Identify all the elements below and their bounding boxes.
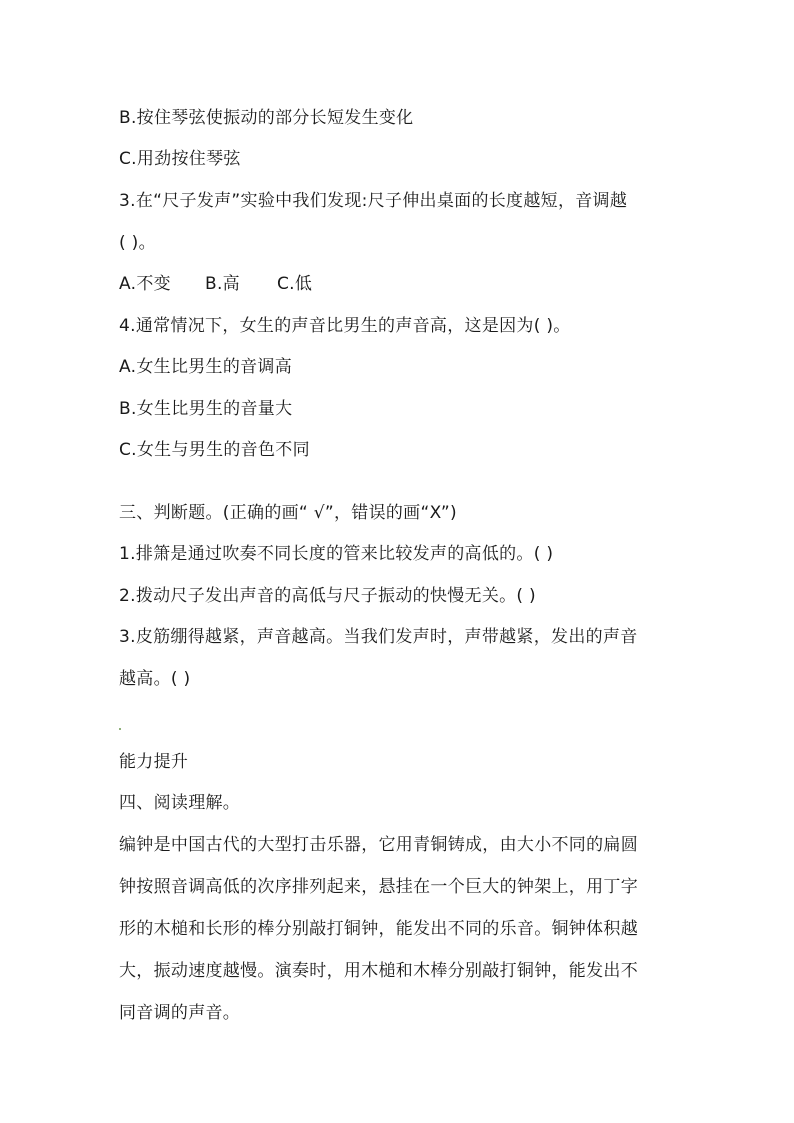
q4-stem: 4.通常情况下，女生的声音比男生的声音高，这是因为( )。 [119,316,571,336]
q3-option-a: A.不变 [119,274,171,294]
q3-option-b: B.高 [205,274,240,294]
section3-heading: 三、判断题。(正确的画“ √”，错误的画“X”) [119,503,457,523]
q2-option-b: B.按住琴弦使振动的部分长短发生变化 [119,108,414,128]
q2-option-c: C.用劲按住琴弦 [119,149,241,169]
judge-item-3-line2: 越高。( ) [119,669,191,689]
q4-option-c: C.女生与男生的音色不同 [119,440,310,460]
q3-options [119,272,679,296]
section4-heading: 四、阅读理解。 [119,793,241,813]
q3-stem-line1: 3.在“尺子发声”实验中我们发现:尺子伸出桌面的长度越短，音调越 [119,191,628,211]
paragraph-line-5: 同音调的声音。 [119,1003,241,1023]
paragraph-line-1: 编钟是中国古代的大型打击乐器，它用青铜铸成，由大小不同的扁圆 [119,835,638,855]
q4-option-b: B.女生比男生的音量大 [119,399,293,419]
stray-mark [119,728,121,730]
ability-title: 能力提升 [119,752,189,772]
q3-option-c: C.低 [277,274,313,294]
judge-item-1: 1.排箫是通过吹奏不同长度的管来比较发声的高低的。( ) [119,544,554,564]
paragraph-line-3: 形的木槌和长形的棒分别敲打铜钟，能发出不同的乐音。铜钟体积越 [119,919,638,939]
judge-item-2: 2.拨动尺子发出声音的高低与尺子振动的快慢无关。( ) [119,586,536,606]
q3-stem-line2: ( )。 [119,233,156,253]
judge-item-3-line1: 3.皮筋绷得越紧，声音越高。当我们发声时，声带越紧，发出的声音 [119,627,638,647]
paragraph-line-4: 大，振动速度越慢。演奏时，用木槌和木棒分别敲打铜钟，能发出不 [119,961,638,981]
paragraph-line-2: 钟按照音调高低的次序排列起来，悬挂在一个巨大的钟架上，用丁字 [119,877,638,897]
q4-option-a: A.女生比男生的音调高 [119,357,293,377]
